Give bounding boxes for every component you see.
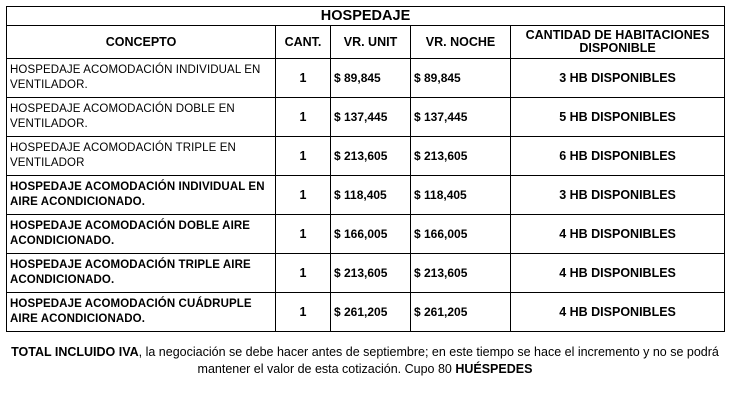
table-row [7,254,725,293]
table-row [7,137,725,176]
row-concepto: HOSPEDAJE ACOMODACIÓN DOBLE EN VENTILADOR. [7,98,276,137]
row-concepto: HOSPEDAJE ACOMODACIÓN INDIVIDUAL EN VENTILADOR. [7,59,276,98]
row-vr-unit: $ 118,405 [331,176,411,215]
row-cant: 1 [276,293,331,332]
row-cant: 1 [276,176,331,215]
row-cant: 1 [276,254,331,293]
row-disponible: 3 HB DISPONIBLES [511,176,725,215]
footer-total-iva: TOTAL INCLUIDO IVA [11,345,139,359]
row-vr-unit: $ 213,605 [331,254,411,293]
row-cant: 1 [276,59,331,98]
footer-note [6,344,724,378]
header-concepto: CONCEPTO [7,26,276,59]
table-row [7,98,725,137]
row-vr-noche: $ 166,005 [411,215,511,254]
row-concepto: HOSPEDAJE ACOMODACIÓN DOBLE AIRE ACONDICIONADO. [7,215,276,254]
hospedaje-quote-sheet [6,6,732,332]
row-disponible: 4 HB DISPONIBLES [511,293,725,332]
table-title-row [7,7,725,26]
row-disponible: 4 HB DISPONIBLES [511,254,725,293]
header-cant: CANT. [276,26,331,59]
row-concepto: HOSPEDAJE ACOMODACIÓN TRIPLE AIRE ACONDICIONADO. [7,254,276,293]
row-disponible: 6 HB DISPONIBLES [511,137,725,176]
row-vr-noche: $ 213,605 [411,254,511,293]
row-disponible: 3 HB DISPONIBLES [511,59,725,98]
table-title: HOSPEDAJE [7,7,725,26]
row-disponible: 5 HB DISPONIBLES [511,98,725,137]
row-vr-unit: $ 137,445 [331,98,411,137]
footer-huespedes: HUÉSPEDES [451,362,533,376]
table-row [7,59,725,98]
table-row [7,215,725,254]
table-header-row [7,26,725,59]
row-vr-noche: $ 89,845 [411,59,511,98]
footer-conditions: , la negociación se debe hacer antes de septiembre; en este tiempo se hace el incremento y no se podrá mantener el valor de esta cotización. Cupo [138,345,719,376]
header-disponible: CANTIDAD DE HABITACIONES DISPONIBLE [511,26,725,59]
row-cant: 1 [276,137,331,176]
table-row [7,176,725,215]
row-cant: 1 [276,215,331,254]
footer-cupo-number: 80 [437,362,452,376]
row-vr-unit: $ 89,845 [331,59,411,98]
row-concepto: HOSPEDAJE ACOMODACIÓN INDIVIDUAL EN AIRE ACONDICIONADO. [7,176,276,215]
row-vr-noche: $ 137,445 [411,98,511,137]
row-vr-noche: $ 213,605 [411,137,511,176]
row-cant: 1 [276,98,331,137]
table-row [7,293,725,332]
row-vr-unit: $ 166,005 [331,215,411,254]
row-vr-unit: $ 261,205 [331,293,411,332]
row-vr-noche: $ 261,205 [411,293,511,332]
header-vr-unit: VR. UNIT [331,26,411,59]
header-vr-noche: VR. NOCHE [411,26,511,59]
row-disponible: 4 HB DISPONIBLES [511,215,725,254]
row-concepto: HOSPEDAJE ACOMODACIÓN TRIPLE EN VENTILADOR [7,137,276,176]
row-vr-noche: $ 118,405 [411,176,511,215]
hospedaje-table [6,6,725,332]
row-vr-unit: $ 213,605 [331,137,411,176]
row-concepto: HOSPEDAJE ACOMODACIÓN CUÁDRUPLE AIRE ACONDICIONADO. [7,293,276,332]
